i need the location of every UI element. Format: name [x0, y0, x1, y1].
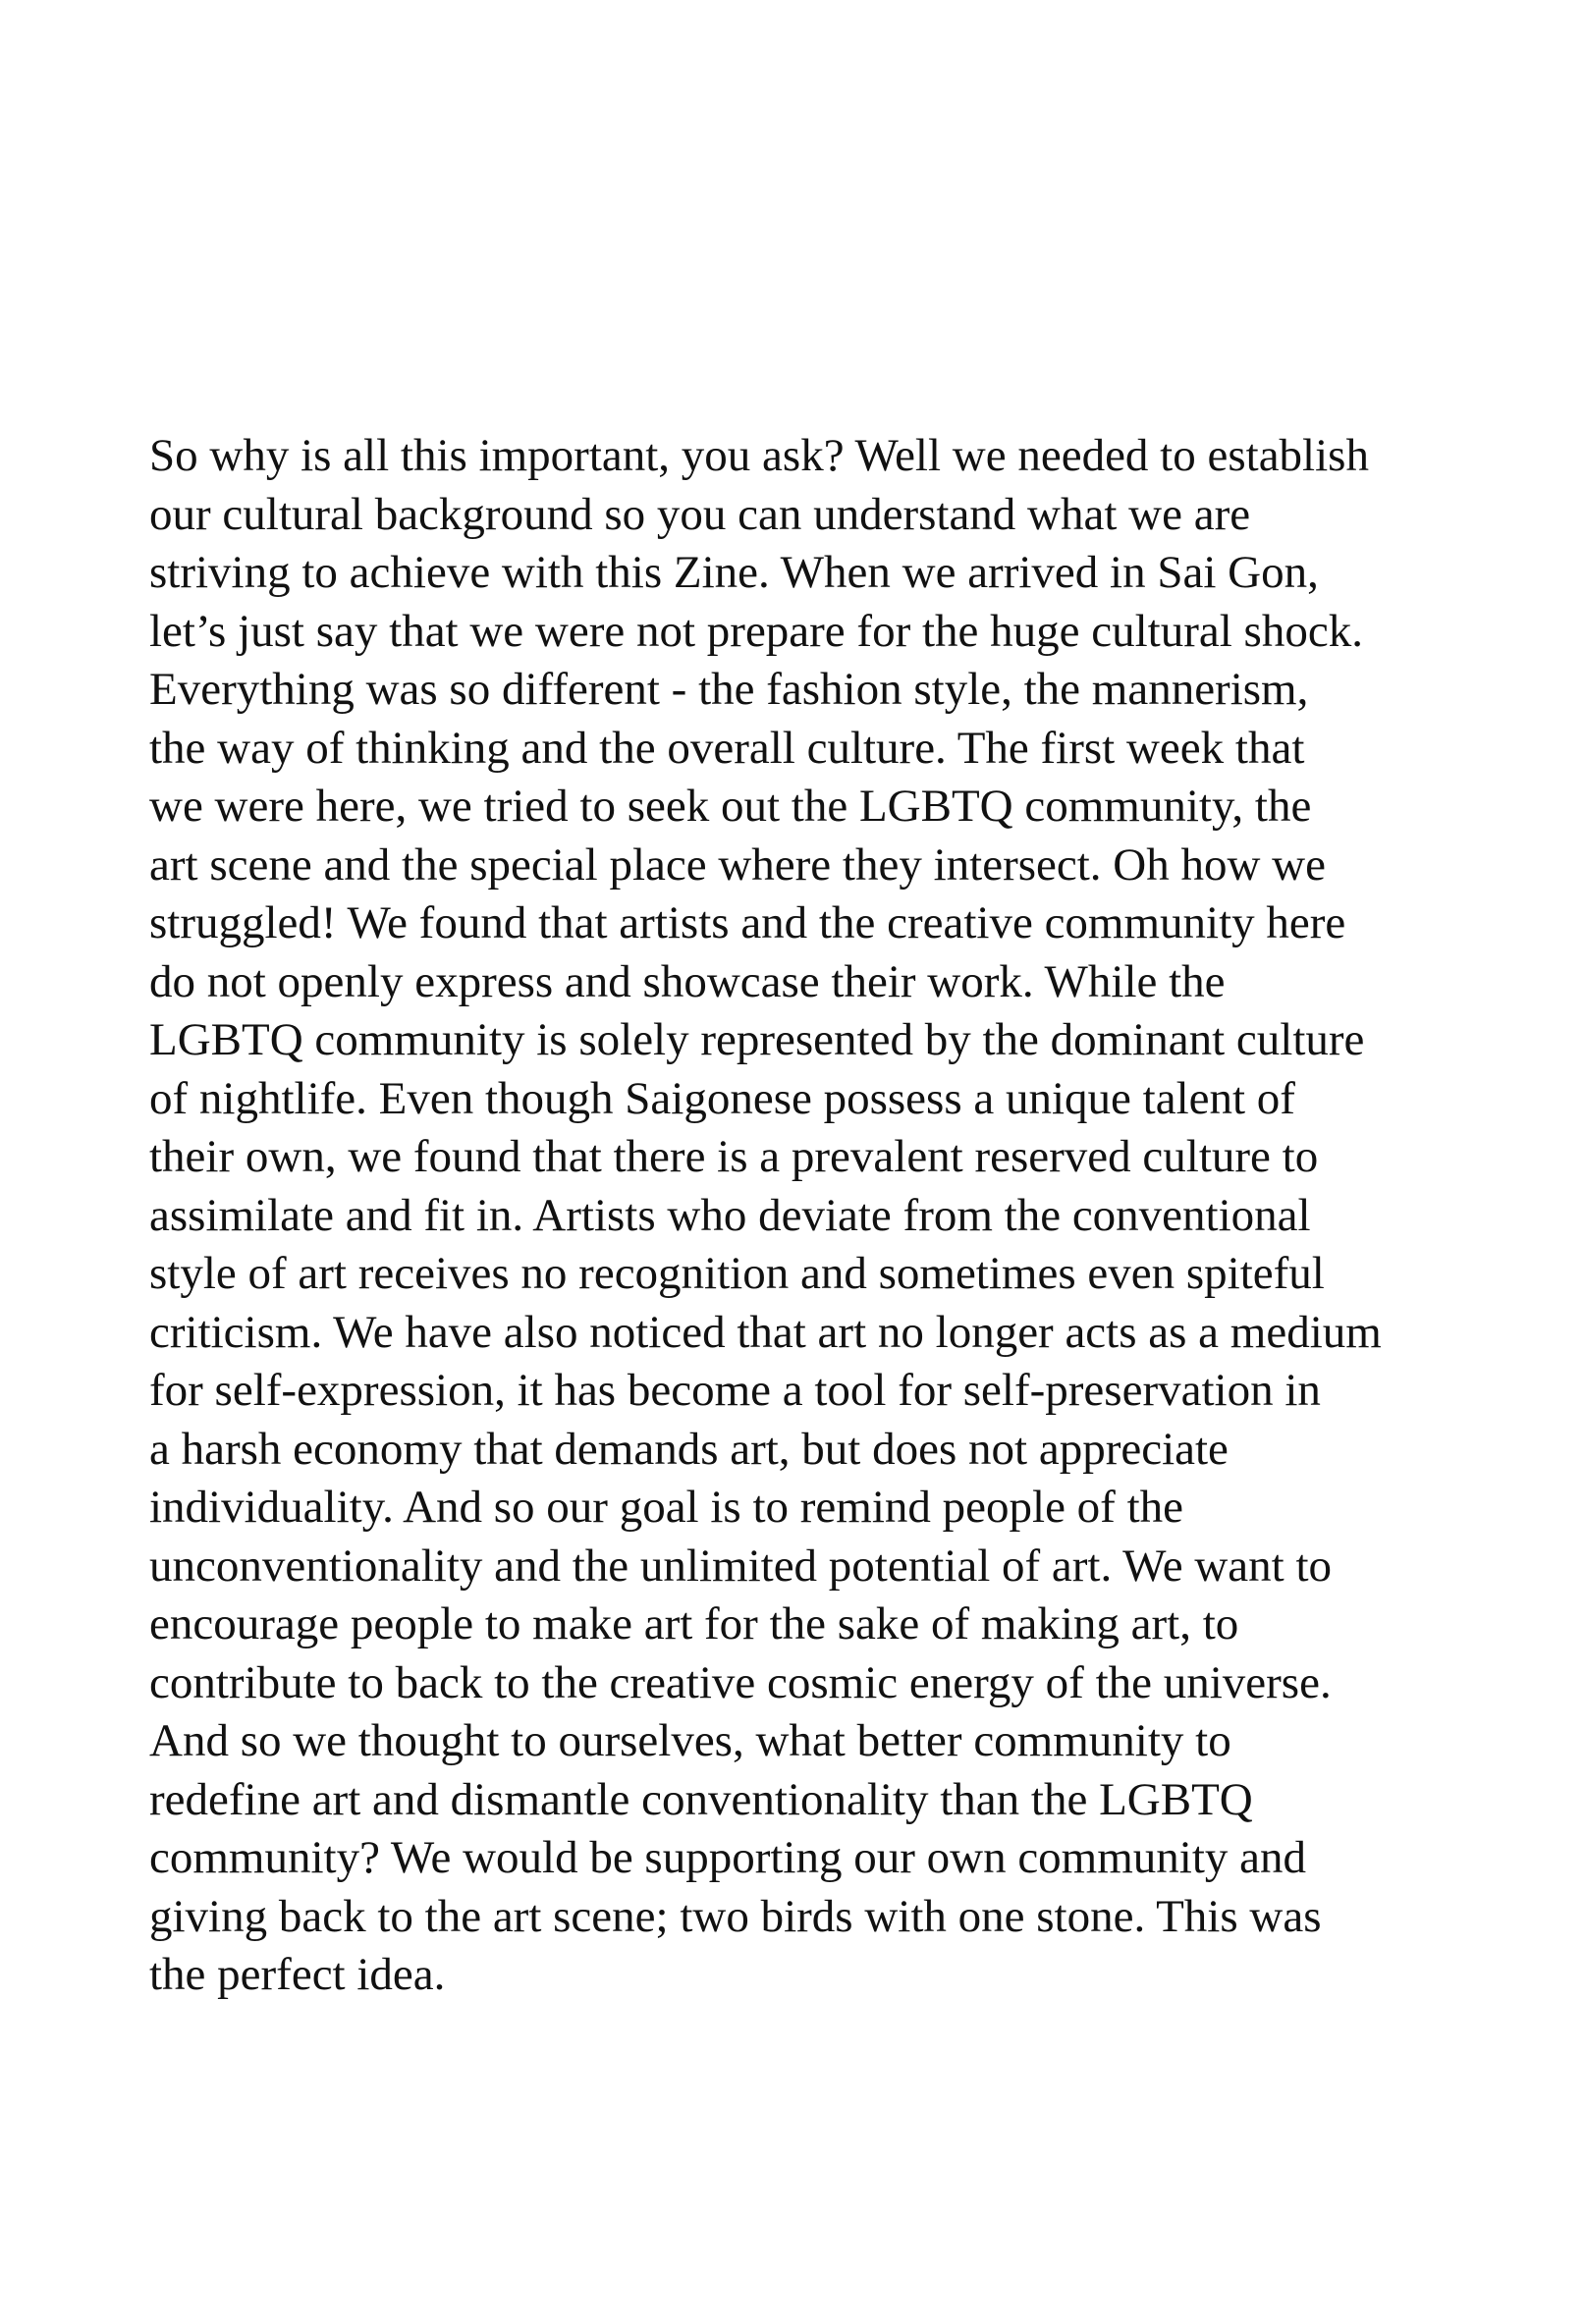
paragraph-line: unconventionality and the unlimited potential of art. We want to	[149, 1540, 1333, 1592]
paragraph-line: striving to achieve with this Zine. When we arrived in Sai Gon,	[149, 547, 1319, 598]
paragraph-line: Everything was so different - the fashion style, the mannerism,	[149, 664, 1309, 715]
paragraph-line: a harsh economy that demands art, but does not appreciate	[149, 1423, 1229, 1475]
body-paragraph	[149, 427, 1544, 2005]
paragraph-line: So why is all this important, you ask? Well we needed to establish	[149, 430, 1369, 481]
paragraph-line: of nightlife. Even though Saigonese possess a unique talent of	[149, 1072, 1295, 1124]
paragraph-line: their own, we found that there is a prevalent reserved culture to	[149, 1131, 1319, 1182]
paragraph-line: our cultural background so you can understand what we are	[149, 488, 1251, 540]
paragraph-line: criticism. We have also noticed that art no longer acts as a medium	[149, 1306, 1382, 1358]
paragraph-line: individuality. And so our goal is to remind people of the	[149, 1482, 1184, 1533]
paragraph-line: giving back to the art scene; two birds with one stone. This was	[149, 1890, 1322, 1942]
paragraph-line: community? We would be supporting our own community and	[149, 1832, 1307, 1883]
paragraph-line: let’s just say that we were not prepare for the huge cultural shock.	[149, 605, 1363, 657]
paragraph-line: LGBTQ community is solely represented by the dominant culture	[149, 1014, 1365, 1065]
paragraph-line: art scene and the special place where they intersect. Oh how we	[149, 838, 1326, 891]
paragraph-line: contribute to back to the creative cosmic energy of the universe.	[149, 1656, 1332, 1708]
paragraph-line: the perfect idea.	[149, 1949, 446, 2000]
paragraph-line: style of art receives no recognition and sometimes even spiteful	[149, 1248, 1325, 1299]
paragraph-line: assimilate and fit in. Artists who deviate from the conventional	[149, 1189, 1311, 1241]
paragraph-line: do not openly express and showcase their work. While the	[149, 955, 1226, 1007]
paragraph-line: struggled! We found that artists and the creative community here	[149, 897, 1346, 948]
paragraph-line: And so we thought to ourselves, what better community to	[149, 1715, 1231, 1766]
paragraph-line: the way of thinking and the overall culture. The first week that	[149, 722, 1305, 774]
paragraph-line: for self-expression, it has become a tool for self-preservation in	[149, 1365, 1321, 1416]
paragraph-line: redefine art and dismantle conventionality than the LGBTQ	[149, 1773, 1253, 1825]
paragraph-line: we were here, we tried to seek out the LGBTQ community, the	[149, 781, 1312, 832]
paragraph-line: encourage people to make art for the sake of making art, to	[149, 1598, 1239, 1649]
